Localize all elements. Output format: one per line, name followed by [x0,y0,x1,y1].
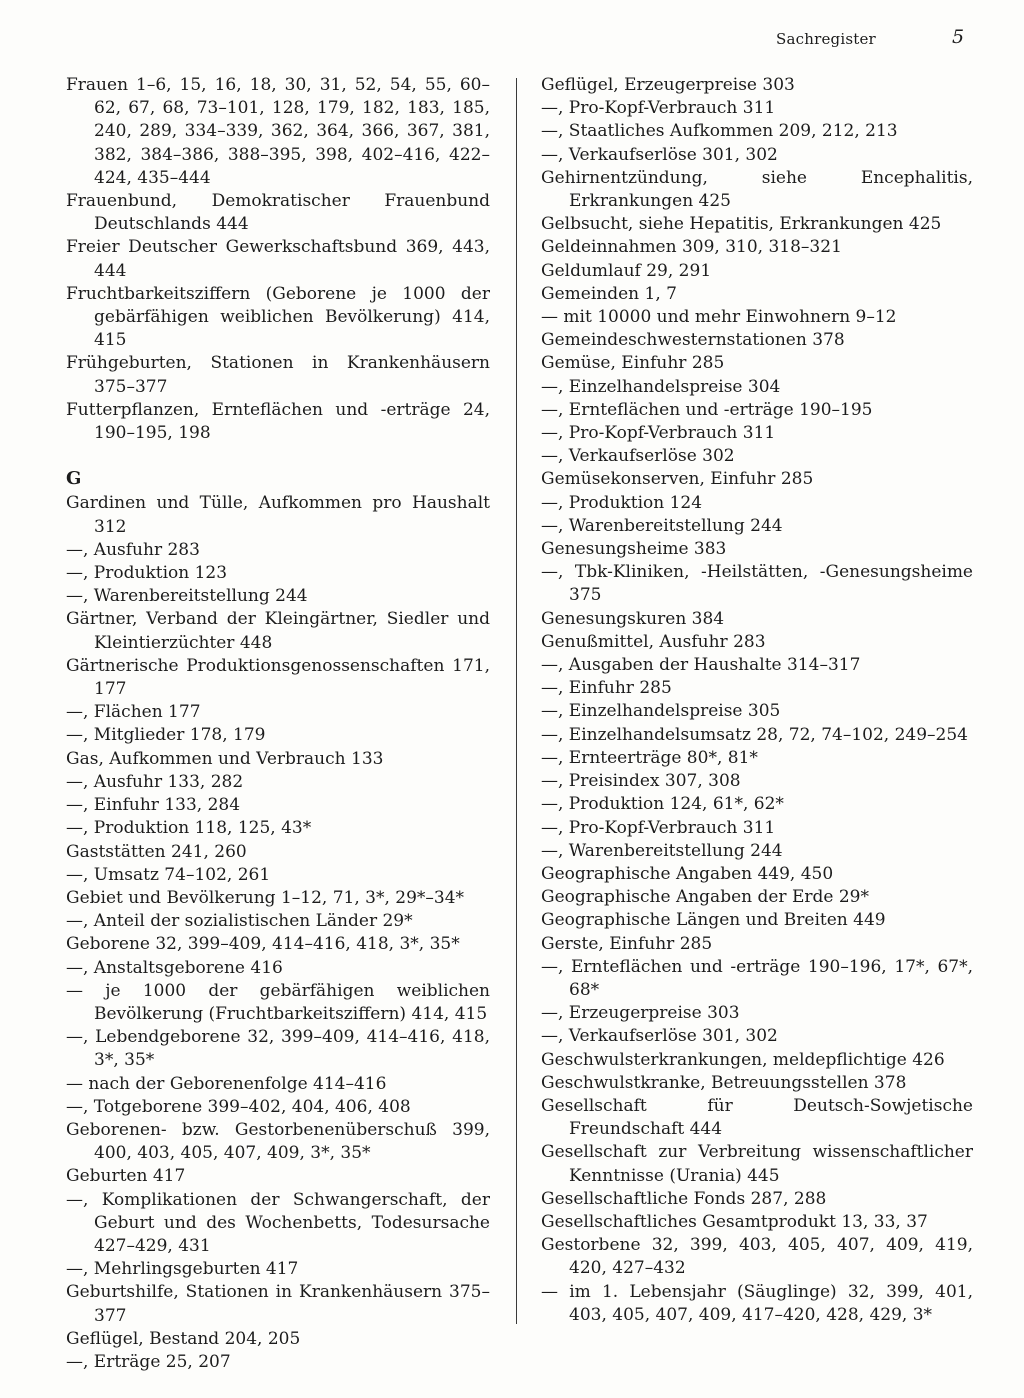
index-entry: —, Ausfuhr 133, 282 [66,771,244,792]
section-letter: G [66,468,82,490]
index-entry: —, Pro-Kopf-Verbrauch 311 [541,98,776,119]
index-entry: —, Einfuhr 133, 284 [66,795,241,816]
index-entry: —, Produktion 124, 61*, 62* [541,794,784,815]
index-entries-f [66,74,490,445]
index-entry: Gas, Aufkommen und Verbrauch 133 [66,748,384,769]
index-entry: —, Einfuhr 285 [541,678,672,699]
index-entry: Gelbsucht, siehe Hepatitis, Erkrankungen 425 [541,214,942,235]
index-entry: Futterpflanzen, Ernteflächen und -erträge 24, 190–195, 198 [66,399,490,444]
index-entry: Geschwulsterkrankungen, meldepflichtige 426 [541,1049,945,1070]
index-entry: Gardinen und Tülle, Aufkommen pro Haushalt 312 [66,493,490,537]
index-entry: —, Ausfuhr 283 [66,539,200,560]
index-entry: —, Einzelhandelspreise 304 [541,376,781,397]
index-entry: Frauen 1–6, 15, 16, 18, 30, 31, 52, 54, 55, 60–62, 67, 68, 73–101, 128, 179, 182, 183, 185, 240, 289, 334–339, 362, 364, 366, 367, 381, 382, 384–386, 388–395, 398, 402–416, 422–424, 435–444 [66,75,490,188]
running-header: Sachregister [776,30,876,48]
index-entry: Gestorbene 32, 399, 403, 405, 407, 409, 419, 420, 427–432 [541,1235,973,1279]
index-entry: —, Preisindex 307, 308 [541,771,741,792]
index-entry: —, Erträge 25, 207 [66,1351,231,1372]
index-column-left [66,74,490,1374]
index-entry: —, Ausgaben der Haushalte 314–317 [541,655,861,676]
index-entry: — je 1000 der gebärfähigen weiblichen Bevölkerung (Fruchtbarkeitsziffern) 414, 415 [66,980,490,1024]
index-entries-g-continued [541,74,973,1327]
index-entry: —, Warenbereitstellung 244 [541,840,783,861]
index-entry: Geographische Längen und Breiten 449 [541,910,886,931]
index-entry: —, Produktion 123 [66,563,228,584]
index-entry: Geflügel, Bestand 204, 205 [66,1328,301,1349]
index-entry: —, Mitglieder 178, 179 [66,725,266,746]
index-entry: —, Verkaufserlöse 302 [541,446,735,467]
index-entry: Gemeinden 1, 7 [541,283,677,304]
index-entry: Geographische Angaben der Erde 29* [541,887,869,908]
index-entry: Gerste, Einfuhr 285 [541,933,713,954]
index-entry: Frauenbund, Demokratischer Frauenbund Deutschlands 444 [66,191,490,235]
index-entry: Gaststätten 241, 260 [66,841,247,862]
index-entry: Gärtnerische Produktionsgenossenschaften 171, 177 [66,655,490,700]
index-entry: Fruchtbarkeitsziffern (Geborene je 1000 der gebärfähigen weiblichen Bevölkerung) 414, 415 [66,283,490,351]
index-entry: —, Anteil der sozialistischen Länder 29* [66,911,413,932]
index-entries-g [66,492,490,1374]
index-entry: Geborene 32, 399–409, 414–416, 418, 3*, 35* [66,934,460,955]
index-entry: Gesellschaftliche Fonds 287, 288 [541,1188,827,1209]
index-entry: —, Anstaltsgeborene 416 [66,957,283,978]
index-entry: Gemeindeschwesternstationen 378 [541,330,845,351]
index-entry: — im 1. Lebensjahr (Säuglinge) 32, 399, 401, 403, 405, 407, 409, 417–420, 428, 429, 3* [541,1281,973,1325]
index-entry: — mit 10000 und mehr Einwohnern 9–12 [541,307,897,328]
index-entry: —, Lebendgeborene 32, 399–409, 414–416, 418, 3*, 35* [66,1027,490,1071]
index-entry: —, Produktion 124 [541,492,703,513]
index-entry: Geldeinnahmen 309, 310, 318–321 [541,237,842,258]
index-entry: —, Einzelhandelspreise 305 [541,701,781,722]
index-entry: Geburtshilfe, Stationen in Krankenhäusern 375–377 [66,1282,490,1326]
index-entry: —, Erzeugerpreise 303 [541,1003,740,1024]
index-entry: Gesellschaftliches Gesamtprodukt 13, 33, 37 [541,1211,928,1232]
index-entry: —, Mehrlingsgeburten 417 [66,1259,299,1280]
index-entry: Gemüse, Einfuhr 285 [541,353,725,374]
index-entry: Gesellschaft zur Verbreitung wissenschaftlicher Kenntnisse (Urania) 445 [541,1142,973,1186]
index-entry: —, Produktion 118, 125, 43* [66,818,312,839]
index-entry: —, Totgeborene 399–402, 404, 406, 408 [66,1096,411,1117]
index-entry: —, Pro-Kopf-Verbrauch 311 [541,423,776,444]
page-number: 5 [952,26,965,48]
index-entry: —, Ernteerträge 80*, 81* [541,747,758,768]
index-entry: —, Komplikationen der Schwangerschaft, der Geburt und des Wochenbetts, Todesursache 427–429, 431 [66,1189,490,1256]
index-entry: —, Staatliches Aufkommen 209, 212, 213 [541,121,898,142]
index-entry: —, Ernteflächen und -erträge 190–196, 17*, 67*, 68* [541,956,973,1000]
index-entry: —, Warenbereitstellung 244 [66,586,308,607]
index-entry: —, Flächen 177 [66,702,201,723]
index-entry: Gesellschaft für Deutsch-Sowjetische Freundschaft 444 [541,1095,973,1140]
index-entry: —, Ernteflächen und -erträge 190–195 [541,399,873,420]
index-entry: Genußmittel, Ausfuhr 283 [541,631,766,652]
index-entry: Gemüsekonserven, Einfuhr 285 [541,469,814,490]
index-entry: —, Verkaufserlöse 301, 302 [541,144,778,165]
index-entry: Genesungsheime 383 [541,539,727,560]
index-entry: —, Pro-Kopf-Verbrauch 311 [541,817,776,838]
index-entry: Geborenen- bzw. Gestorbenenüberschuß 399, 400, 403, 405, 407, 409, 3*, 35* [66,1119,490,1164]
index-entry: Geldumlauf 29, 291 [541,260,712,281]
index-entry: Geburten 417 [66,1166,186,1187]
index-column-right [541,74,973,1327]
index-entry: Frühgeburten, Stationen in Krankenhäusern 375–377 [66,353,490,397]
index-entry: —, Einzelhandelsumsatz 28, 72, 74–102, 249–254 [541,724,968,745]
index-entry: Gebiet und Bevölkerung 1–12, 71, 3*, 29*–34* [66,887,465,908]
index-entry: Geflügel, Erzeugerpreise 303 [541,75,795,95]
index-entry: Freier Deutscher Gewerkschaftsbund 369, 443, 444 [66,237,490,281]
column-divider [516,78,517,1324]
index-entry: Geschwulstkranke, Betreuungsstellen 378 [541,1072,907,1093]
index-entry: — nach der Geborenenfolge 414–416 [66,1073,387,1094]
index-entry: Gärtner, Verband der Kleingärtner, Siedler und Kleintierzüchter 448 [66,609,490,653]
index-entry: —, Umsatz 74–102, 261 [66,864,271,885]
index-entry: Genesungskuren 384 [541,608,725,629]
index-entry: —, Warenbereitstellung 244 [541,515,783,536]
index-entry: Geographische Angaben 449, 450 [541,863,834,884]
index-entry: Gehirnentzündung, siehe Encephalitis, Erkrankungen 425 [541,167,973,212]
index-entry: —, Verkaufserlöse 301, 302 [541,1026,778,1047]
index-entry: —, Tbk-Kliniken, -Heilstätten, -Genesungsheime 375 [541,562,973,606]
